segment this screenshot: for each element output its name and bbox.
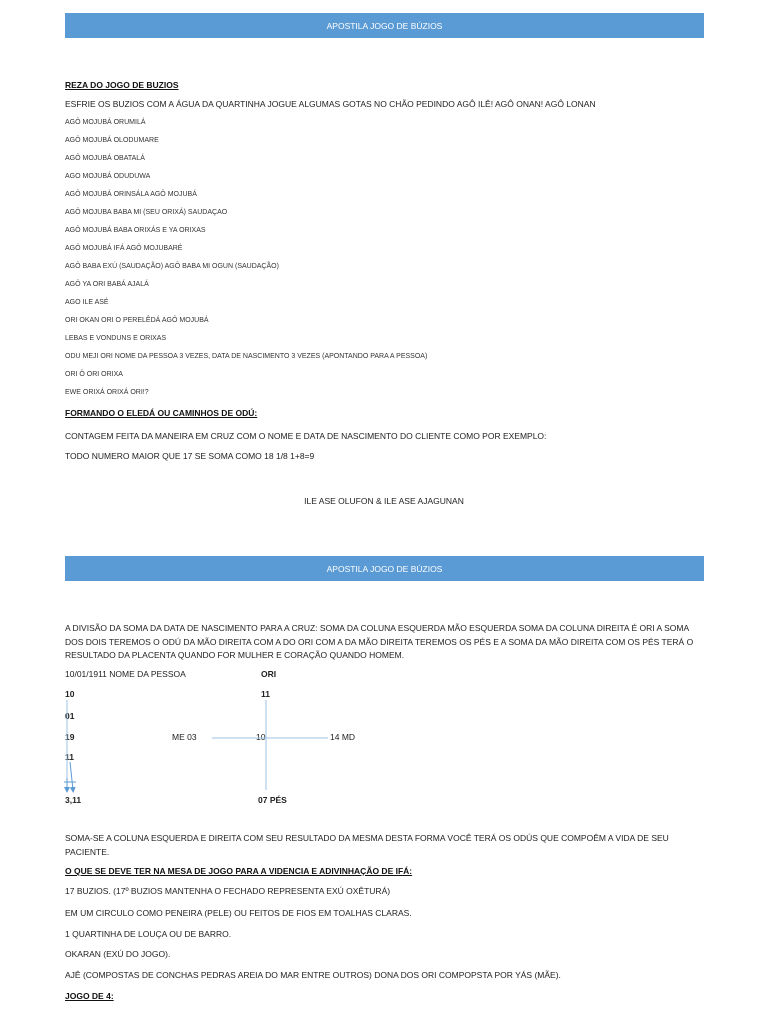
prayer-line: AGO ILE ASÉ <box>65 299 109 306</box>
prayer-line: AGÔ MOJUBÁ BABA ORIXÁS E YA ORIXAS <box>65 227 206 234</box>
list-item: 1 QUARTINHA DE LOUÇA OU DE BARRO. <box>65 929 232 939</box>
section-heading-mesa: O QUE SE DEVE TER NA MESA DE JOGO PARA A VIDENCIA E ADIVINHAÇÃO DE IFÁ: <box>65 866 413 876</box>
prayer-line: LEBAS E VONDUNS E ORIXAS <box>65 335 167 342</box>
prayer-line: ODU MEJI ORI NOME DA PESSOA 3 VEZES, DATA DE NASCIMENTO 3 VEZES (APONTANDO PARA A PESSOA) <box>65 353 428 360</box>
column-value: 01 <box>65 711 75 721</box>
banner-title: APOSTILA JOGO DE BÚZIOS <box>326 563 443 574</box>
prayer-line: AGÔ MOJUBÁ OLODUMARE <box>65 137 159 144</box>
prayer-line: AGÔ MOJUBÁ IFÁ AGÔ MOJUBARÉ <box>65 245 183 252</box>
page-header-banner <box>65 13 704 38</box>
prayer-line: AGÔ MOJUBA BABA MI (SEU ORIXÁ) SAUDAÇAO <box>65 209 228 216</box>
summary-paragraph: SOMA-SE A COLUNA ESQUERDA E DIREITA COM SEU RESULTADO DA MESMA DESTA FORMA VOCÊ TERÁ OS ODÚS QUE COMPOÊM A VIDA DE SEU PACIENTE. <box>65 833 669 857</box>
prayer-line: AGÔ MOJUBÁ ORINSÁLA AGÔ MOJUBÁ <box>65 191 197 198</box>
prayer-line: AGO MOJUBÁ ODUDUWA <box>65 173 151 180</box>
date-label: 10/01/1911 NOME DA PESSOA <box>65 669 186 679</box>
list-item: 17 BUZIOS. (17º BUZIOS MANTENHA O FECHADO REPRESENTA EXÚ OXÊTURÁ) <box>65 886 391 896</box>
page-header-banner <box>65 556 704 581</box>
list-item: OKARAN (EXÚ DO JOGO). <box>65 949 171 959</box>
page-footer: ILE ASE OLUFON & ILE ASE AJAGUNAN <box>304 496 464 506</box>
mao-esquerda-label: ME 03 <box>172 732 197 742</box>
column-value: 11 <box>65 752 74 762</box>
prayer-line: AGÔ YA ORI BABÁ AJALÁ <box>65 281 149 288</box>
column-result: 3,11 <box>65 795 82 805</box>
body-line: TODO NUMERO MAIOR QUE 17 SE SOMA COMO 18 1/8 1+8=9 <box>65 451 315 461</box>
explanation-paragraph: A DIVISÃO DA SOMA DA DATA DE NASCIMENTO PARA A CRUZ: SOMA DA COLUNA ESQUERDA MÃO ESQUERDA SOMA DA COLUNA DIREITA É ORI A SOMA DOS DOIS TEREMOS O ODÚ DA MÃO DIREITA COM A DO ORI COM A DA MÃO DIREITA TEREMOS OS PÉS E A SOMA DA MÃO DIREITA COM OS PÉS TERÁ O RESULTADO DA PLACENTA QUANDO FOR MULHER E CORAÇÃO QUANDO HOMEM. <box>65 623 694 660</box>
prayer-line: ORI OKAN ORI O PERELÊDÁ AGÔ MOJUBÁ <box>65 317 209 324</box>
column-value: 19 <box>65 732 75 742</box>
banner-title: APOSTILA JOGO DE BÚZIOS <box>326 20 443 31</box>
section-heading-jogo4: JOGO DE 4: <box>65 991 114 1001</box>
prayer-line: ORI Ô ORI ORIXA <box>65 371 123 378</box>
section-heading-reza: REZA DO JOGO DE BUZIOS <box>65 80 179 90</box>
prayer-line: AGÔ MOJUBÁ OBATALÁ <box>65 155 145 162</box>
pes-label: 07 PÉS <box>258 795 287 805</box>
prayer-line: AGÔ BABA EXÚ (SAUDAÇÃO) AGÔ BABA MI OGUN (SAUDAÇÃO) <box>65 263 279 270</box>
column-value: 10 <box>65 689 75 699</box>
mao-direita-label: 14 MD <box>330 732 356 742</box>
list-item: AJÊ (COMPOSTAS DE CONCHAS PEDRAS AREIA DO MAR ENTRE OUTROS) DONA DOS ORI COMPOPSTA POR YÁS (MÃE). <box>65 970 561 980</box>
prayer-line: EWE ORIXÁ ORIXÁ ORI!? <box>65 389 149 396</box>
section-heading-eleda: FORMANDO O ELEDÁ OU CAMINHOS DE ODÚ: <box>65 408 258 418</box>
ori-label: ORI <box>261 669 277 679</box>
ori-value: 11 <box>261 689 270 699</box>
arrow-icon <box>70 762 73 790</box>
list-item: EM UM CIRCULO COMO PENEIRA (PELE) OU FEITOS DE FIOS EM TOALHAS CLARAS. <box>65 908 412 918</box>
prayer-line: AGÔ MOJUBÁ ORUMILÁ <box>65 119 146 126</box>
intro-line: ESFRIE OS BUZIOS COM A ÁGUA DA QUARTINHA JOGUE ALGUMAS GOTAS NO CHÃO PEDINDO AGÔ ILÊ! AGÔ ONAN! AGÔ LONAN <box>65 99 596 109</box>
cross-center-value: 10 <box>256 732 266 742</box>
body-line: CONTAGEM FEITA DA MANEIRA EM CRUZ COM O NOME E DATA DE NASCIMENTO DO CLIENTE COMO POR EXEMPLO: <box>65 431 547 441</box>
